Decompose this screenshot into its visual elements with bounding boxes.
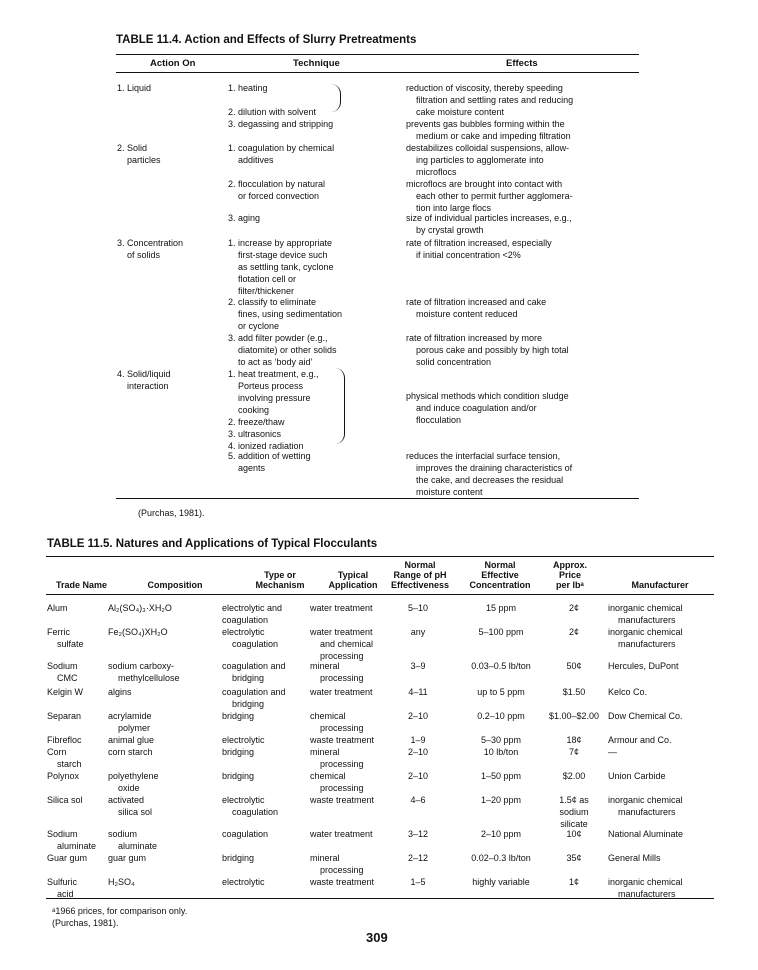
table2-cell: Kelco Co. [608,687,648,697]
table2-cell: coagulation and bridging [222,661,286,683]
table1-technique: 1. heat treatment, e.g., Porteus process involving pressure cooking 2. freeze/thaw 3. ultrasonics 4. ionized radiation [228,369,319,451]
table1-action: 4. Solid/liquid interaction [117,369,171,391]
table1-top-rule [116,54,639,55]
table2-cell: Hercules, DuPont [608,661,679,671]
table2-header-rule [46,594,714,595]
table2-cell: 2¢ [568,627,579,637]
table2-cell: 50¢ [566,661,582,671]
table2-cell: 1–9 [410,735,426,745]
table2-cell: 4–6 [410,795,426,805]
table1-effects: rate of filtration increased by more porous cake and possibly by high total solid concentration [406,333,569,367]
table2-cell: waste treatment [310,735,375,745]
table2-cell: chemical processing [310,711,364,733]
table2-cell: 2–10 [407,771,429,781]
table2-cell: 5–30 ppm [480,735,522,745]
table2-cell: Fe₂(SO₄)XH₂O [108,627,168,637]
table2-cell: sodium aluminate [108,829,158,851]
table2-cell: coagulation and bridging [222,687,286,709]
table1-technique: 1. heating 2. dilution with solvent 3. degassing and stripping [228,83,334,129]
table2-cell: Al₂(SO₄)₃·XH₂O [108,603,172,613]
table2-bottom-rule [46,898,714,899]
table2-cell: sodium carboxy- methylcellulose [108,661,180,683]
table2-cell: $1.00–$2.00 [548,711,600,721]
table2-cell: animal glue [108,735,155,745]
table1-action: 1. Liquid [117,83,152,93]
table1-header-technique: Technique [293,58,340,69]
table1-header-rule [116,72,639,73]
table2-cell: electrolytic [222,735,265,745]
table2-header: Typical Application [328,570,378,590]
table1-header-action: Action On [150,58,196,69]
table2-cell: mineral processing [310,853,364,875]
table2-cell: guar gum [108,853,147,863]
table1-technique: 3. aging [228,213,261,223]
table2-cell: polyethylene oxide [108,771,159,793]
table2-cell: 0.2–10 ppm [477,711,525,721]
table2-cell: water treatment [310,829,373,839]
table1-bottom-rule [116,498,639,499]
table2-footnote: ᵃ1966 prices, for comparison only. [52,906,188,916]
table2-cell: coagulation [222,829,269,839]
table2-cell: 2–10 ppm [480,829,522,839]
table2-header: Normal Effective Concentration [469,560,531,590]
table2-cell: electrolytic and coagulation [222,603,283,625]
table2-cell: Separan [47,711,82,721]
table2-cell: 1–50 ppm [480,771,522,781]
table2-cell: inorganic chemical manufacturers [608,795,683,817]
table1-effects: rate of filtration increased, especially if initial concentration <2% [406,238,552,260]
table1-effects: size of individual particles increases, e.g., by crystal growth [406,213,572,235]
table2-cell: Guar gum [47,853,88,863]
table2-cell: inorganic chemical manufacturers [608,627,683,649]
table1-action: 3. Concentration of solids [117,238,184,260]
table2-cell: 1–5 [410,877,426,887]
table2-cell: 15 ppm [485,603,517,613]
table2-cell: Dow Chemical Co. [608,711,683,721]
table1-source: (Purchas, 1981). [138,508,205,518]
table2-cell: $2.00 [562,771,586,781]
table2-cell: bridging [222,853,255,863]
table2-cell: Polynox [47,771,80,781]
table2-cell: Ferric sulfate [47,627,84,649]
table2-cell: $1.50 [562,687,586,697]
table2-cell: National Aluminate [608,829,684,839]
table1-technique: 5. addition of wetting agents [228,451,311,473]
table-11-4-title: TABLE 11.4. Action and Effects of Slurry Pretreatments [116,34,417,46]
table2-cell: 5–100 ppm [478,627,524,637]
table2-cell: activated silica sol [108,795,153,817]
table2-cell: 0.03–0.5 lb/ton [471,661,531,671]
table2-cell: 5–10 [407,603,429,613]
table1-action: 2. Solid particles [117,143,161,165]
table2-header: Approx. Price per lbᵃ [552,560,587,590]
table2-cell: 3–12 [407,829,429,839]
table2-cell: bridging [222,711,255,721]
table2-cell: mineral processing [310,747,364,769]
table2-header: Composition [147,580,203,590]
brace-icon [330,84,341,112]
table2-cell: bridging [222,771,255,781]
table1-effects: microflocs are brought into contact with each other to permit further agglomera- tion into large flocs [406,179,573,213]
table2-cell: mineral processing [310,661,364,683]
table2-cell: 2–10 [407,711,429,721]
table2-cell: 10 lb/ton [483,747,519,757]
table2-cell: any [410,627,426,637]
table1-technique: 2. classify to eliminate fines, using sedimentation or cyclone [228,297,343,331]
table2-cell: chemical processing [310,771,364,793]
table2-header: Type or Mechanism [255,570,305,590]
table2-cell: Sulfuric acid [47,877,78,899]
table1-effects: rate of filtration increased and cake moisture content reduced [406,297,547,319]
table2-cell: 0.02–0.3 lb/ton [471,853,531,863]
table2-cell: inorganic chemical manufacturers [608,877,683,899]
table1-effects: destabilizes colloidal suspensions, allow- ing particles to agglomerate into microflocs [406,143,570,177]
brace-icon [334,368,345,444]
table2-cell: acrylamide polymer [108,711,152,733]
table2-cell: Sodium aluminate [47,829,97,851]
table1-header-effects: Effects [506,58,538,69]
table2-cell: 1.5¢ as sodium silicate [559,795,589,829]
table2-cell: Sodium CMC [47,661,78,683]
table2-cell: electrolytic coagulation [222,627,279,649]
table2-cell: Kelgin W [47,687,84,697]
table1-technique: 1. increase by appropriate first-stage device such as settling tank, cyclone flotation cell or filter/thickener [228,238,334,296]
table2-cell: 2¢ [568,603,579,613]
table2-cell: 10¢ [566,829,582,839]
table2-cell: 7¢ [568,747,579,757]
table2-cell: Fibrefloc [47,735,82,745]
table2-cell: Union Carbide [608,771,666,781]
table2-top-rule [46,556,714,557]
table2-cell: Alum [47,603,68,613]
table2-cell: 4–11 [408,687,428,697]
table2-cell: Silica sol [47,795,83,805]
table2-cell: highly variable [472,877,530,887]
table2-cell: inorganic chemical manufacturers [608,603,683,625]
table1-effects: reduces the interfacial surface tension, improves the draining characteristics of the cake, and decreases the residual moisture content [406,451,573,497]
table2-cell: 2–12 [407,853,429,863]
table2-cell: electrolytic [222,877,265,887]
table2-header: Trade Name [56,580,108,590]
table2-header: Normal Range of pH Effectiveness [390,560,450,590]
table2-cell: waste treatment [310,877,375,887]
table2-source: (Purchas, 1981). [52,918,119,928]
table2-cell: corn starch [108,747,153,757]
table1-effects: reduction of viscosity, thereby speeding filtration and settling rates and reducing cake moisture content prevents gas bubbles forming within the medium or cake and impeding filtration [406,83,574,141]
table2-cell: up to 5 ppm [477,687,525,697]
table-11-5-title: TABLE 11.5. Natures and Applications of Typical Flocculants [47,538,378,550]
table1-technique: 1. coagulation by chemical additives [228,143,335,165]
table2-cell: 1¢ [568,877,579,887]
table2-cell: waste treatment [310,795,375,805]
table2-cell: 2–10 [407,747,429,757]
table2-cell: General Mills [608,853,661,863]
table2-cell: 35¢ [566,853,582,863]
table2-cell: 18¢ [566,735,582,745]
table2-cell: algins [108,687,132,697]
page-number: 309 [366,930,388,945]
table1-technique: 2. flocculation by natural or forced convection [228,179,326,201]
table2-header: Manufacturer [631,580,689,590]
table2-cell: 3–9 [410,661,426,671]
table2-cell: water treatment [310,687,373,697]
table2-cell: electrolytic coagulation [222,795,279,817]
table1-effects: physical methods which condition sludge and induce coagulation and/or flocculation [406,391,569,425]
table2-cell: water treatment and chemical processing [310,627,374,661]
table2-cell: — [608,747,617,757]
table2-cell: bridging [222,747,255,757]
table2-cell: Armour and Co. [608,735,672,745]
table2-cell: Corn starch [47,747,82,769]
table2-cell: water treatment [310,603,373,613]
table1-technique: 3. add filter powder (e.g., diatomite) or other solids to act as ‘body aid’ [228,333,337,367]
table2-cell: H₂SO₄ [108,877,135,887]
table2-cell: 1–20 ppm [480,795,522,805]
